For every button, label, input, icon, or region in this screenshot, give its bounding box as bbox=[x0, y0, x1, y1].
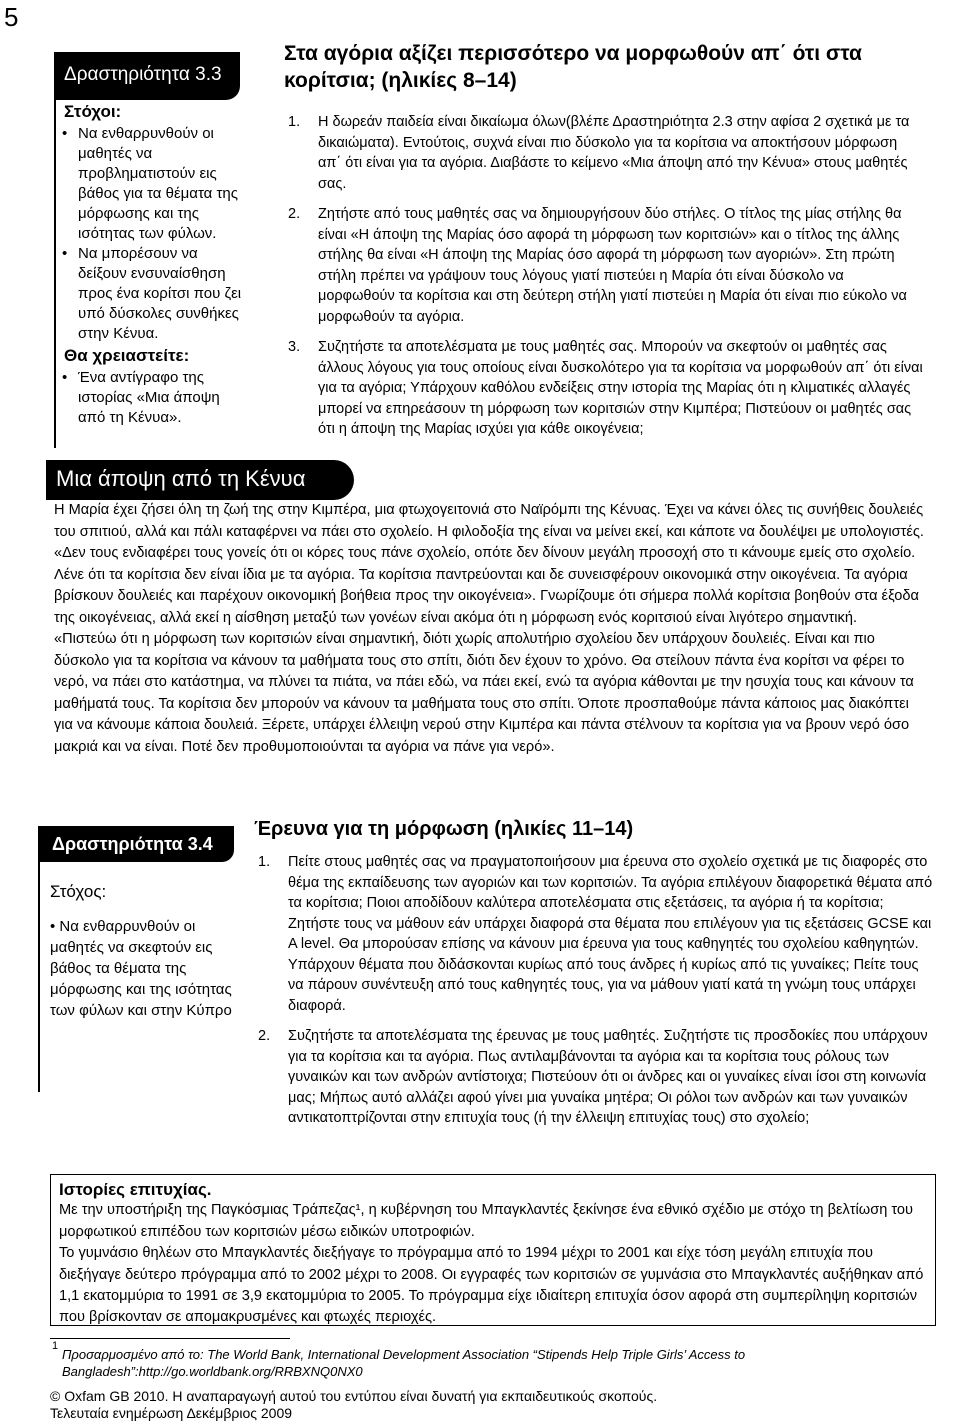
page-title: Στα αγόρια αξίζει περισσότερο να μορφωθούν απ΄ ότι στα κορίτσια; (ηλικίες 8–14) bbox=[284, 42, 862, 92]
step-text: Η δωρεάν παιδεία είναι δικαίωμα όλων(βλέπε Δραστηριότητα 2.3 στην αφίσα 2 σχετικά με τα δικαιώματα). Εντούτοις, συχνά είναι πιο δύσκολο για τα κορίτσια να αποκτήσουν μόρφωση απ΄ ότι είναι για τα αγόρια. Διαβάστε το κείμενο «Μια άποψη από την Κένυα» στους μαθητές σας. bbox=[318, 114, 910, 192]
activity-3-4-sidebar bbox=[38, 862, 234, 1092]
footnote-divider bbox=[50, 1338, 290, 1339]
success-paragraph: Με την υποστήριξη της Παγκόσμιας Τράπεζας¹, η κυβέρνηση του Μπαγκλαντές ξεκίνησε ένα εθνικό σχέδιο με στόχο τη βελτίωση του μορφωτικού επιπέδου των κοριτσιών μέσω ειδικών υποτροφιών. bbox=[59, 1202, 914, 1240]
step-item bbox=[258, 1026, 934, 1129]
step-text: Συζητήστε τα αποτελέσματα με τους μαθητές σας. Μπορούν να σκεφτούν οι μαθητές σας άλλους λόγους για τους οποίους είναι δυσκολότερο για τα κορίτσια να μορφωθούν απ΄ ότι είναι για τα αγόρια; Υπάρχουν καθόλου ενδείξεις στην ιστορία της Μαρίας ότι η κλιματικές αλλαγές μπορεί να επηρεάσουν τη μόρφωση των κοριτσιών στην Κιμπέρα; Πιστεύουν οι μαθητές σας ότι η άποψη της Μαρίας ισχύει για κάθε οικογένεια; bbox=[318, 339, 923, 437]
activity-3-4-steps bbox=[258, 852, 934, 1139]
goal-item: • Να ενθαρρυνθούν οι μαθητές να προβληματιστούν εις βάθος για τα θέματα της μόρφωσης και της ισότητας των φύλων. bbox=[62, 124, 242, 244]
footnote-mark: 1 bbox=[52, 1340, 59, 1352]
last-updated-line: Τελευταία ενημέρωση Δεκέμβριος 2009 bbox=[50, 1405, 293, 1421]
activity-3-3-sidebar bbox=[54, 100, 240, 448]
footnote-text: Προσαρμοσμένο από το: The World Bank, International Development Association “Stipends Help Triple Girls’ Access to Bangladesh”:http://go.worldbank.org/RRBXNQ0NX0 bbox=[62, 1347, 746, 1379]
success-stories-box bbox=[50, 1174, 936, 1326]
step-item bbox=[258, 852, 934, 1016]
step-item bbox=[288, 204, 924, 327]
activity-3-3-steps bbox=[288, 112, 924, 450]
story-text bbox=[54, 500, 924, 758]
goals-list bbox=[62, 124, 242, 344]
needs-heading: Θα χρειαστείτε: bbox=[64, 346, 190, 365]
goal-heading: Στόχος: bbox=[50, 882, 107, 901]
story-paragraph: Η Μαρία έχει ζήσει όλη τη ζωή της στην Κιμπέρα, μια φτωχογειτονιά στο Ναϊρόμπι της Κένυας. Έχει να κάνει όλες τις συνήθεις δουλειές του σπιτιού, αλλά και πάλι καταφέρνει να πάει στο σχολείο. Η φιλοδοξία της είναι να μείνει εκεί, και κάποτε να δουλέψει με υπολογιστές. «Δεν τους ενδιαφέρει τους γονείς ότι οι κόρες τους πάνε σχολείο, οπότε δεν δίνουν μεγάλη προσοχή στο τι κάνουμε εμείς στο σχολείο. Λένε ότι τα κορίτσια δεν είναι ίδια με τα αγόρια. Τα κορίτσια παντρεύονται και δε συνεισφέρουν οικονομικά στην οικογένεια. Τα αγόρια βρίσκουν δουλειές και παρέχουν οικονομική βοήθεια προς την οικογένεια». Γνωρίζουμε ότι σήμερα πολλά κορίτσια βοηθούν στα έξοδα της οικογένειας, αλλά εκεί η αίσθηση μεταξύ των γονέων είναι ακόμα ότι η μόρφωση ενός κοριτσιού είναι λιγότερο σημαντική. bbox=[54, 502, 924, 626]
goals-heading: Στόχοι: bbox=[64, 102, 122, 121]
success-heading: Ιστορίες επιτυχίας. bbox=[59, 1180, 212, 1199]
success-paragraph: Το γυμνάσιο θηλέων στο Μπαγκλαντές διεξήγαγε το πρόγραμμα από το 1994 μέχρι το 2001 και είχε τόση μεγάλη επιτυχία που διεξήγαγε δεύτερο πρόγραμμα από το 2002 μέχρι το 2008. Οι εγγραφές των κοριτσιών σε γυμνάσια στο Μπαγκλαντές αυξήθηκαν από 1,1 εκατομμύρια το 1991 σε 3,9 εκατομμύρια το 2005. Το πρόγραμμα είχε ιδιαίτερη επιτυχία όσον αφορά στη συμπερίληψη κοριτσιών που βρίσκονταν σε απομακρυσμένες και φτωχές περιοχές. bbox=[59, 1245, 924, 1326]
step-number: 1. bbox=[258, 854, 271, 870]
needs-list bbox=[62, 368, 242, 428]
step-number: 3. bbox=[288, 339, 301, 355]
step-item bbox=[288, 337, 924, 440]
step-text: Πείτε στους μαθητές σας να πραγματοποιήσουν μια έρευνα στο σχολείο σχετικά με τις διαφορές στο θέμα της εκπαίδευσης των αγοριών και των κοριτσιών. Τα αγόρια επιλέγουν διαφορετικά θέματα από τα κορίτσια; Ποιοι αποδίδουν καλύτερα αποτελέσματα στις εξετάσεις, τα αγόρια ή τα κορίτσια; Ζητήστε τους να μάθουν εάν υπάρχει διαφορά στα θέματα που επιλέγουν για τις εξετάσεις GCSE και A level. Θα μπορούσαν επίσης να κάνουν μια έρευνα για τους καθηγητές του σχολείου καθηγητών. Υπάρχουν θέματα που διδάσκονται κυρίως από τους άνδρες ή κυρίως από τις γυναίκες; Πείτε τους να πάρουν συνέντευξη από τους καθηγητές τους, για να μάθουν γιατί κατά τη γνώμη τους υπάρχει διαφορά. bbox=[288, 854, 933, 1014]
copyright-line: © Oxfam GB 2010. Η αναπαραγωγή αυτού του εντύπου είναι δυνατή για εκπαιδευτικούς σκοπούς. bbox=[50, 1388, 658, 1404]
step-number: 2. bbox=[288, 206, 301, 222]
research-title: Έρευνα για τη μόρφωση (ηλικίες 11–14) bbox=[254, 818, 634, 840]
page-number: 5 bbox=[4, 2, 19, 32]
goal-text: • Να ενθαρρυνθούν οι μαθητές να σκεφτούν εις βάθος τα θέματα της μόρφωσης και της ισότητας των φύλων και στην Κύπρο bbox=[50, 918, 232, 1019]
story-paragraph: «Πιστεύω ότι η μόρφωση των κοριτσιών είναι σημαντική, διότι χωρίς απολυτήριο σχολείου δεν υπάρχουν δουλειές. Είναι και πιο δύσκολο για τα κορίτσια να κάνουν τα μαθήματα τους στο σπίτι, διότι δεν έχουν το χρόνο. Θα στείλουν πάντα ένα κορίτσι να φέρει το νερό, να πάει στο κατάστημα, να πλύνει τα πιάτα, να πάει εδώ, να πάει εκεί, ενώ τα αγόρια κάθονται με την ησυχία τους και κάνουν τα μαθήματά τους. Τα κορίτσια δεν μπορούν να κάνουν τα μαθήματα τους στο σπίτι. Όποτε προσπαθούμε πάντα κάποιος μας διακόπτει για να κάνουμε κάποια δουλειά. Ξέρετε, υπάρχει έλλειψη νερού στην Κιμπέρα και πάντα στέλνουν τα κορίτσια για να βρουν νερό όσο μακριά και να είναι. Ποτέ δεν προθυμοποιούνται τα αγόρια να πάνε για νερό». bbox=[54, 631, 914, 755]
goal-item: • Να μπορέσουν να δείξουν ενσυναίσθηση προς ένα κορίτσι που ζει υπό δύσκολες συνθήκες στην Κένυα. bbox=[62, 244, 242, 344]
need-item: • Ένα αντίγραφο της ιστορίας «Μια άποψη από τη Κένυα». bbox=[62, 368, 242, 428]
activity-3-4-label: Δραστηριότητα 3.4 bbox=[38, 826, 234, 862]
step-item bbox=[288, 112, 924, 194]
story-title: Μια άποψη από τη Κένυα bbox=[46, 460, 354, 500]
step-number: 1. bbox=[288, 114, 301, 130]
step-number: 2. bbox=[258, 1028, 271, 1044]
step-text: Συζητήστε τα αποτελέσματα της έρευνας με τους μαθητές. Συζητήστε τις προσδοκίες που υπάρχουν για τα κορίτσια και τα αγόρια. Πως αντιλαμβάνονται τα αγόρια και τα κορίτσια τους ρόλους των γυναικών και των ανδρών αντίστοιχα; Πιστεύουν ότι οι άνδρες και οι γυναίκες είναι ίσοι στη κοινωνία μας; Μήπως αυτό αλλάζει αφού γίνει μια γυναίκα μητέρα; Οι ρόλοι των ανδρών και των γυναικών αντικατοπτρίζονται στην επιτυχία τους (ή την έλλειψη επιτυχίας τους) στο σχολείο; bbox=[288, 1028, 928, 1126]
activity-3-3-label: Δραστηριότητα 3.3 bbox=[54, 52, 240, 100]
footer bbox=[50, 1388, 930, 1422]
step-text: Ζητήστε από τους μαθητές σας να δημιουργήσουν δύο στήλες. Ο τίτλος της μίας στήλης θα είναι «Η άποψη της Μαρίας όσο αφορά τη μόρφωση των κοριτσιών» και ο τίτλος της άλλης στήλης θα είναι «Η άποψη της Μαρίας όσο αφορά τη μόρφωση των αγοριών». Στη πρώτη στήλη πρέπει να γράψουν τους λόγους γιατί πιστεύει η Μαρία ότι είναι δύσκολο να μορφωθούν τα κορίτσια και στη δεύτερη στήλη γιατί πιστεύει η Μαρία ότι είναι πιο εύκολο να μορφωθούν τα αγόρια. bbox=[318, 206, 907, 325]
